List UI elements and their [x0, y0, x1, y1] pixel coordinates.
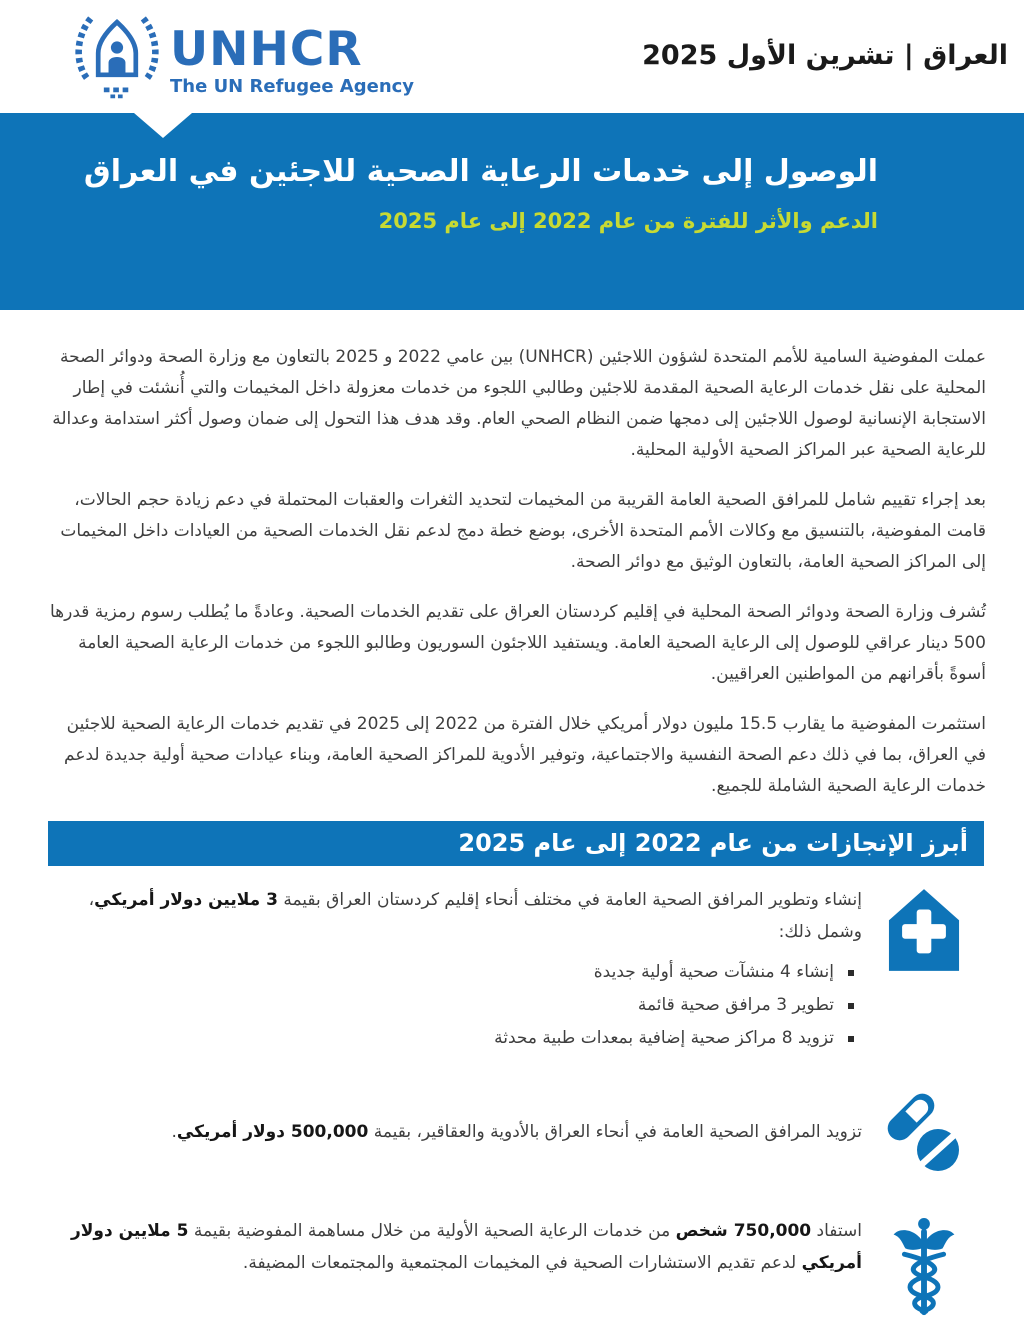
header — [0, 0, 1024, 113]
intro-section — [46, 342, 986, 802]
section-heading-achievements: أبرز الإنجازات من عام 2022 إلى عام 2025 — [48, 821, 984, 866]
achievement-body — [46, 1215, 862, 1319]
achievement-icon-cell — [862, 1215, 986, 1319]
achievement-text: إنشاء وتطوير المرافق الصحية العامة في مختلف أنحاء إقليم كردستان العراق بقيمة 3 ملايين دولار أمريكي، وشمل ذلك: — [88, 890, 862, 942]
page-subtitle: الدعم والأثر للفترة من عام 2022 إلى عام 2025 — [378, 208, 878, 233]
bullet-item-3: تزويد 8 مراكز صحية إضافية بمعدات طبية محدثة — [60, 1022, 862, 1055]
page-title: الوصول إلى خدمات الرعاية الصحية للاجئين في العراق — [83, 154, 878, 189]
achievement-item-facilities — [46, 884, 986, 1055]
main-content — [0, 310, 1024, 1319]
title-banner — [0, 113, 1024, 310]
unhcr-emblem-icon — [70, 10, 164, 102]
achievement-body — [46, 884, 862, 1055]
clinic-cross-icon — [887, 886, 961, 974]
intro-paragraph-1: عملت المفوضية السامية للأمم المتحدة لشؤون اللاجئين (UNHCR) بين عامي 2022 و 2025 بالتعاون مع وزارة الصحة ودوائر الصحة المحلية على نقل خدمات الرعاية الصحية المقدمة للاجئين وطالبي اللجوء من خدمات معزولة داخل المخيمات والتي أُنشئت في إطار الاستجابة الإنسانية لوصول اللاجئين إلى دمجها ضمن النظام الصحي العام. وقد هدف هذا التحول إلى ضمان وصول أكثر استدامة وعدالة للرعاية الصحية عبر المراكز الصحية الأولية المحلية. — [52, 347, 986, 460]
achievement-body — [46, 1116, 862, 1148]
achievement-text: استفاد 750,000 شخص من خدمات الرعاية الصحية الأولية من خلال مساهمة المفوضية بقيمة 5 ملايين دولار أمريكي لدعم تقديم الاستشارات الصحية في المخيمات المجتمعية والمجتمعات المضيفة. — [70, 1221, 862, 1273]
intro-paragraph-3: تُشرف وزارة الصحة ودوائر الصحة المحلية في إقليم كردستان العراق على تقديم الخدمات الصحية. وعادةً ما يُطلب رسوم رمزية قدرها 500 دينار عراقي للوصول إلى الرعاية الصحية العامة. ويستفيد اللاجئون السوريون وطالبو اللجوء من خدمات الرعاية الصحية العامة أسوةً بأقرانهم من المواطنين العراقيين. — [50, 602, 986, 684]
unhcr-logo — [70, 10, 414, 102]
achievement-item-medicines — [46, 1089, 986, 1175]
intro-paragraph-4: استثمرت المفوضية ما يقارب 15.5 مليون دولار أمريكي خلال الفترة من 2022 إلى 2025 في تقديم خدمات الرعاية الصحية للاجئين في العراق، بما في ذلك دعم الصحة النفسية والاجتماعية، وتوفير الأدوية للمراكز الصحية العامة، وبناء عيادات صحية أولية جديدة لدعم خدمات الرعاية الصحية الشاملة للجميع. — [64, 714, 986, 796]
logo-wordmark: UNHCR — [170, 22, 363, 77]
banner-notch — [134, 113, 192, 138]
pills-icon — [881, 1089, 967, 1175]
achievement-icon-cell — [862, 884, 986, 1055]
country-date-label: العراق | تشرين الأول 2025 — [642, 40, 1008, 71]
achievement-bullet-list — [60, 956, 862, 1055]
achievement-item-consultations — [46, 1215, 986, 1319]
bullet-item-2: تطوير 3 مرافق صحية قائمة — [60, 989, 862, 1022]
achievement-icon-cell — [862, 1089, 986, 1175]
achievement-text: تزويد المرافق الصحية العامة في أنحاء العراق بالأدوية والعقاقير، بقيمة 500,000 دولار أمريكي. — [171, 1122, 862, 1142]
logo-tagline: The UN Refugee Agency — [170, 76, 415, 97]
bullet-item-1: إنشاء 4 منشآت صحية أولية جديدة — [60, 956, 862, 989]
caduceus-icon — [888, 1217, 960, 1319]
logo-text-block — [170, 10, 414, 97]
intro-paragraph-2: بعد إجراء تقييم شامل للمرافق الصحية العامة القريبة من المخيمات لتحديد الثغرات والعقبات المحتملة في دعم زيادة حجم الحالات، قامت المفوضية، بالتنسيق مع وكالات الأمم المتحدة الأخرى، بوضع خطة دمج لدعم نقل الخدمات الصحية من العيادات داخل المخيمات إلى المراكز الصحية العامة، بالتعاون الوثيق مع دوائر الصحة. — [60, 490, 986, 572]
